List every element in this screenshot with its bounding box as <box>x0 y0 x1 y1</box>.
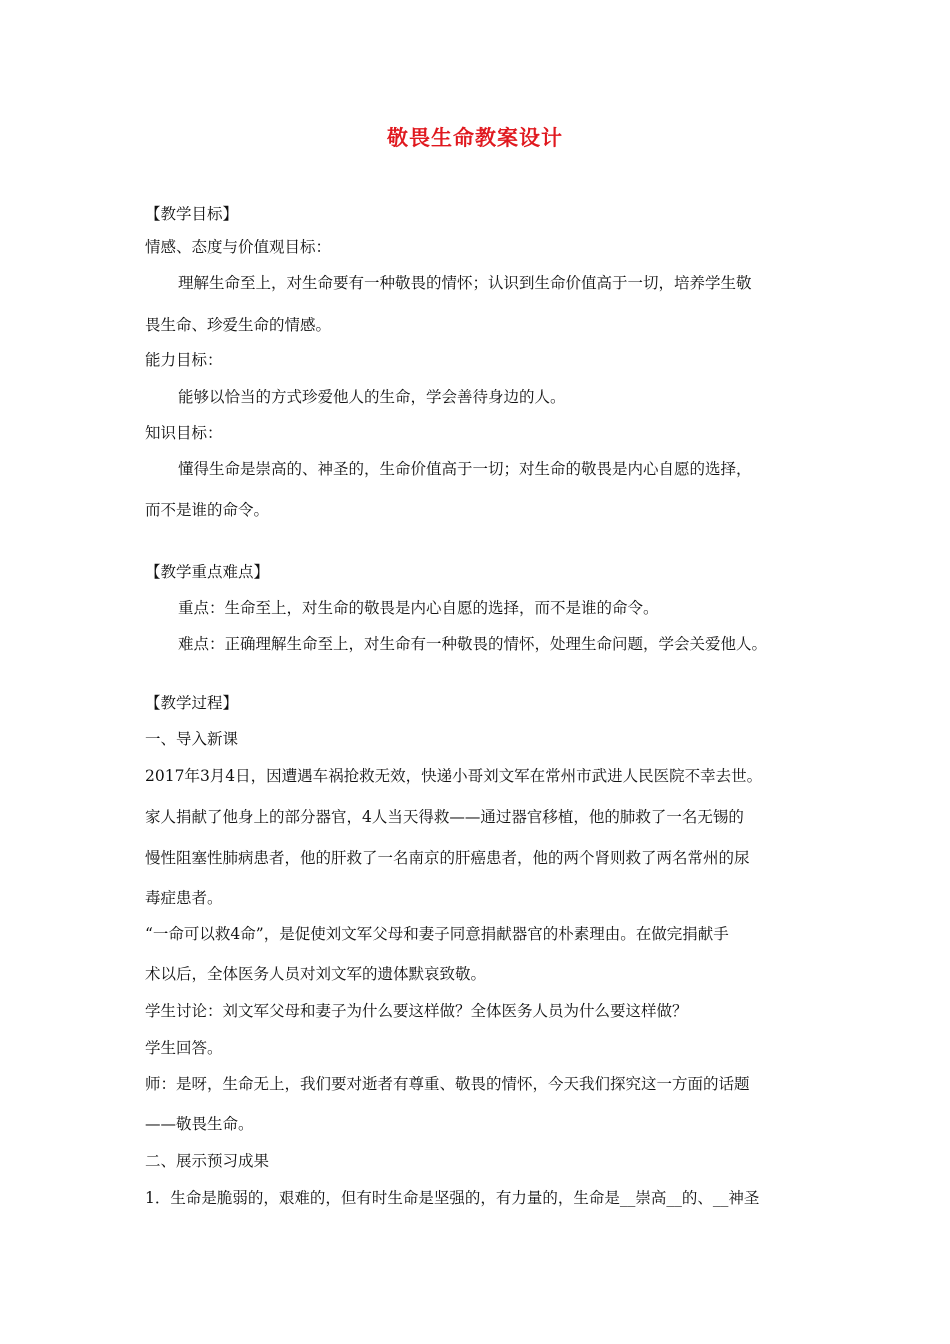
quote-line-2: 术以后，全体医务人员对刘文军的遗体默哀致敬。 <box>145 965 487 983</box>
knowledge-objective-text-2: 而不是谁的命令。 <box>145 501 270 519</box>
emotion-objective-text-1: 理解生命至上，对生命要有一种敬畏的情怀；认识到生命价值高于一切，培养学生敬 <box>178 274 752 292</box>
knowledge-objective-label: 知识目标： <box>145 424 223 442</box>
difficulty-point: 难点：正确理解生命至上，对生命有一种敬畏的情怀，处理生命问题，学会关爱他人。 <box>178 635 768 653</box>
key-points-heading: 【教学重点难点】 <box>145 563 270 581</box>
answer-line: 学生回答。 <box>145 1039 223 1057</box>
teacher-line-1: 师：是呀，生命无上，我们要对逝者有尊重、敬畏的情怀，今天我们探究这一方面的话题 <box>145 1075 750 1093</box>
document-title: 敬畏生命教案设计 <box>387 126 563 150</box>
story-line-4: 毒症患者。 <box>145 889 223 907</box>
preview-item-1-blank-2: __神圣 <box>712 1189 760 1207</box>
focus-point: 重点：生命至上，对生命的敬畏是内心自愿的选择，而不是谁的命令。 <box>178 599 659 617</box>
story-line-2: 家人捐献了他身上的部分器官，4人当天得救——通过器官移植，他的肺救了一名无锡的 <box>145 808 744 826</box>
preview-item-1-prefix: 1．生命是脆弱的，艰难的，但有时生命是坚强的，有力量的，生命是 <box>145 1189 620 1207</box>
ability-objective-label: 能力目标： <box>145 351 223 369</box>
process-heading: 【教学过程】 <box>145 694 239 712</box>
part1-title: 一、导入新课 <box>145 730 239 748</box>
discussion-line: 学生讨论：刘文军父母和妻子为什么要这样做？全体医务人员为什么要这样做？ <box>145 1002 688 1020</box>
preview-item-1 <box>145 1187 759 1209</box>
preview-item-1-blank-1: __崇高__ <box>619 1189 682 1207</box>
preview-item-1-mid: 的、 <box>681 1189 713 1207</box>
teacher-line-2: ——敬畏生命。 <box>145 1115 254 1133</box>
knowledge-objective-text-1: 懂得生命是崇高的、神圣的，生命价值高于一切；对生命的敬畏是内心自愿的选择， <box>178 460 752 478</box>
story-line-3: 慢性阻塞性肺病患者，他的肝救了一名南京的肝癌患者，他的两个肾则救了两名常州的尿 <box>145 849 750 867</box>
emotion-objective-label: 情感、态度与价值观目标： <box>145 238 332 256</box>
objectives-heading: 【教学目标】 <box>145 205 239 223</box>
ability-objective-text: 能够以恰当的方式珍爱他人的生命，学会善待身边的人。 <box>178 388 566 406</box>
story-line-1: 2017年3月4日，因遭遇车祸抢救无效，快递小哥刘文军在常州市武进人民医院不幸去世。 <box>145 767 763 785</box>
part2-title: 二、展示预习成果 <box>145 1152 270 1170</box>
emotion-objective-text-2: 畏生命、珍爱生命的情感。 <box>145 316 332 334</box>
quote-line-1: “一命可以救4命”，是促使刘文军父母和妻子同意捐献器官的朴素理由。在做完捐献手 <box>145 925 729 943</box>
